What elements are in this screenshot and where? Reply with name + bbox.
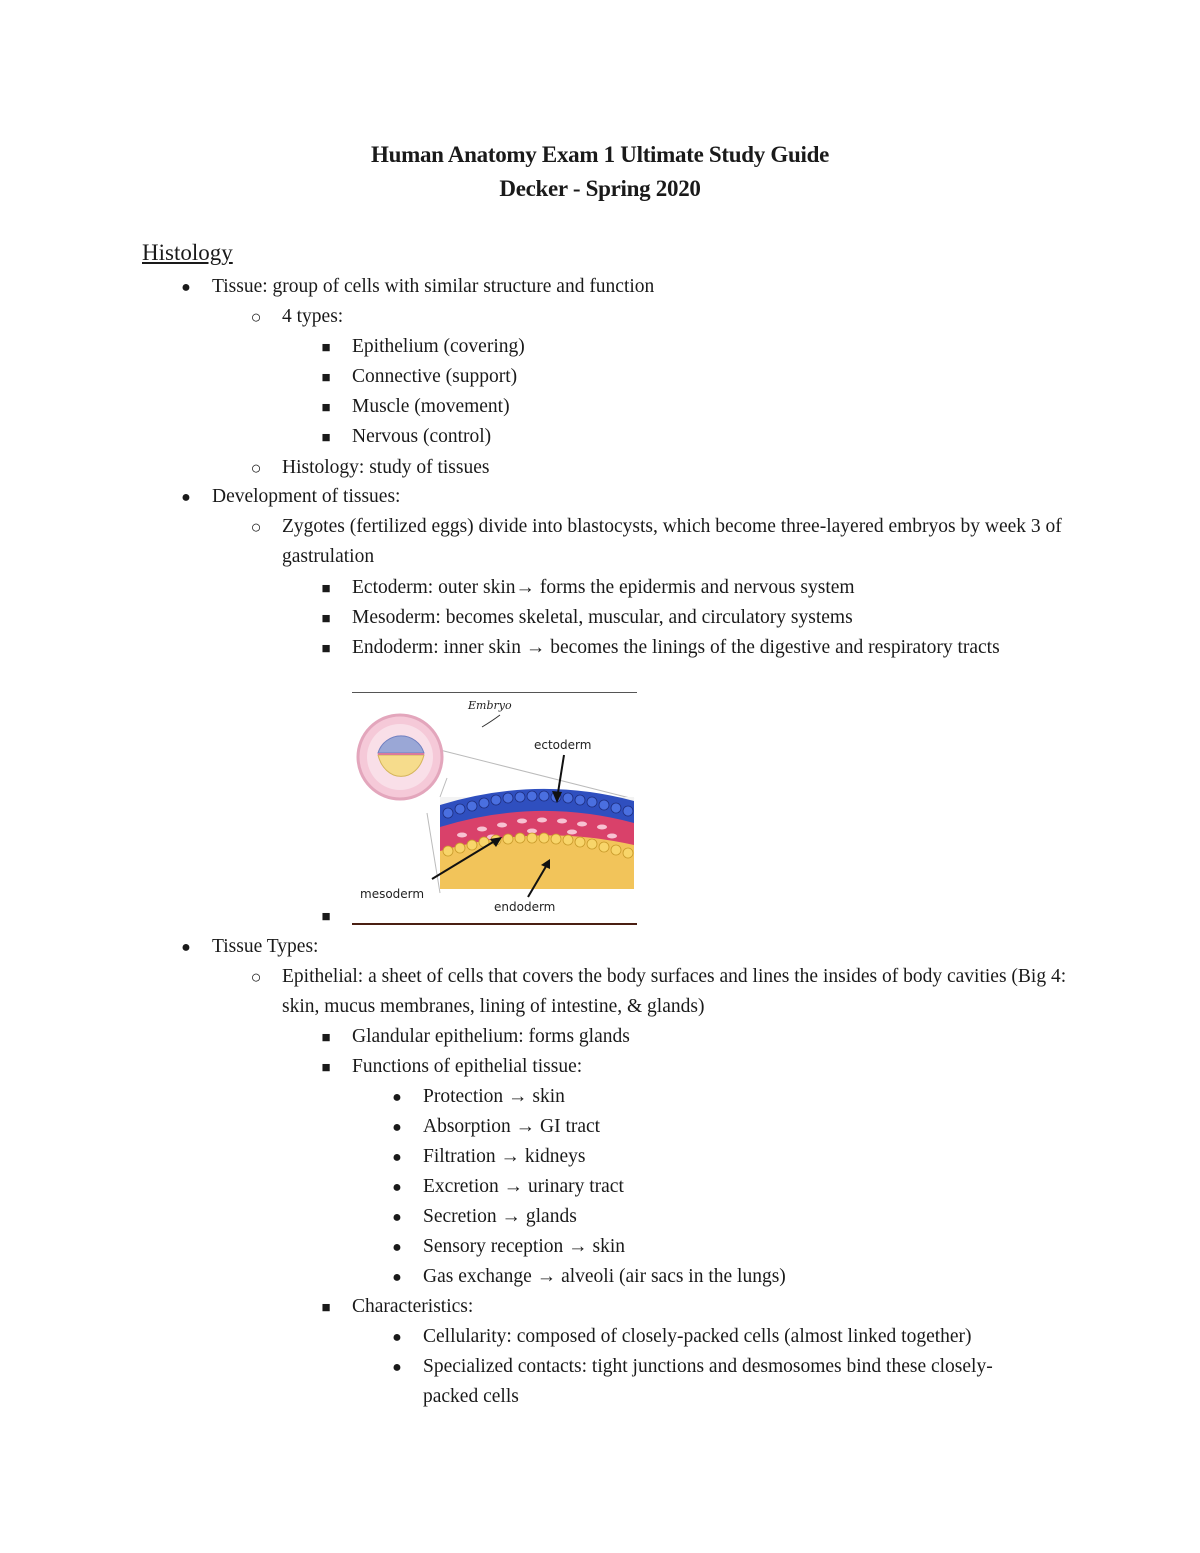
list-item: ○ Epithelial: a sheet of cells that covers the body surfaces and lines the insides of body cavities (Big 4: skin, mucus membranes, lining of intestine, & glands) <box>282 962 1072 1022</box>
ectoderm-label: ectoderm <box>534 738 592 752</box>
bullet-square-icon <box>316 362 336 393</box>
bullet-dot-icon <box>387 1172 407 1203</box>
embryo-germ-layers-figure <box>352 692 637 925</box>
bullet-square-icon <box>316 1022 336 1053</box>
bullet-dot-icon <box>176 272 196 303</box>
bullet-square-icon <box>316 633 336 664</box>
bullet-circle-icon <box>246 302 266 333</box>
bullet-square-icon <box>316 1292 336 1323</box>
bullet-square-icon <box>316 603 336 634</box>
handwritten-label: Embryo <box>468 699 512 712</box>
bullet-dot-icon <box>387 1142 407 1173</box>
bullet-square-icon <box>316 392 336 423</box>
document-subtitle: Decker - Spring 2020 <box>499 176 701 201</box>
list-item: ○ Zygotes (fertilized eggs) divide into blastocysts, which become three-layered embryos by week 3 of gastrulation <box>282 512 1072 572</box>
list-item: ● Gas exchange → alveoli (air sacs in the lungs) <box>423 1262 1073 1292</box>
list-item: ○ Histology: study of tissues <box>282 453 1072 483</box>
list-item: ■ Nervous (control) <box>352 422 1072 452</box>
list-item: ● Cellularity: composed of closely-packed cells (almost linked together) <box>423 1322 1073 1352</box>
list-item: ● Sensory reception → skin <box>423 1232 1073 1262</box>
bullet-dot-icon <box>387 1232 407 1263</box>
list-item: ● Tissue Types: <box>212 932 1072 962</box>
list-item: ■ Epithelium (covering) <box>352 332 1072 362</box>
list-item: ● Secretion → glands <box>423 1202 1073 1232</box>
mesoderm-label: mesoderm <box>360 887 425 901</box>
bullet-square-icon <box>316 901 336 932</box>
bullet-circle-icon <box>246 453 266 484</box>
list-item: ■ Glandular epithelium: forms glands <box>352 1022 1072 1052</box>
bullet-square-icon <box>316 332 336 363</box>
bullet-circle-icon <box>246 512 266 543</box>
section-heading-histology: Histology <box>142 240 233 265</box>
list-item: ■ Muscle (movement) <box>352 392 1072 422</box>
list-item: ■ Functions of epithelial tissue: <box>352 1052 1072 1082</box>
bullet-dot-icon <box>176 932 196 963</box>
list-item: ● Excretion → urinary tract <box>423 1172 1073 1202</box>
list-item: ■ Characteristics: <box>352 1292 1072 1322</box>
endoderm-label: endoderm <box>494 900 556 914</box>
bullet-circle-icon <box>246 962 266 993</box>
list-item: ■ Ectoderm: outer skin→ forms the epidermis and nervous system <box>352 573 1072 603</box>
document-title: Human Anatomy Exam 1 Ultimate Study Guide <box>371 142 829 167</box>
list-item: ● Development of tissues: <box>212 482 1072 512</box>
bullet-square-icon <box>316 573 336 604</box>
bullet-square-icon <box>316 1052 336 1083</box>
list-item: ● Absorption → GI tract <box>423 1112 1073 1142</box>
bullet-dot-icon <box>387 1352 407 1383</box>
bullet-dot-icon <box>387 1112 407 1143</box>
list-item: ● Filtration → kidneys <box>423 1142 1073 1172</box>
bullet-dot-icon <box>387 1262 407 1293</box>
list-item: ● Protection → skin <box>423 1082 1073 1112</box>
bullet-dot-icon <box>387 1202 407 1233</box>
list-item: ■ Mesoderm: becomes skeletal, muscular, and circulatory systems <box>352 603 1072 633</box>
bullet-dot-icon <box>387 1082 407 1113</box>
bullet-dot-icon <box>387 1322 407 1353</box>
list-item: ■ Connective (support) <box>352 362 1072 392</box>
bullet-dot-icon <box>176 482 196 513</box>
bullet-square-icon <box>316 422 336 453</box>
list-item: ● Specialized contacts: tight junctions and desmosomes bind these closely-packed cells <box>423 1352 1023 1412</box>
list-item: ○ 4 types: <box>282 302 1072 332</box>
list-item: ● Tissue: group of cells with similar structure and function <box>212 272 1072 302</box>
list-item: ■ Endoderm: inner skin → becomes the linings of the digestive and respiratory tracts <box>352 633 1072 663</box>
